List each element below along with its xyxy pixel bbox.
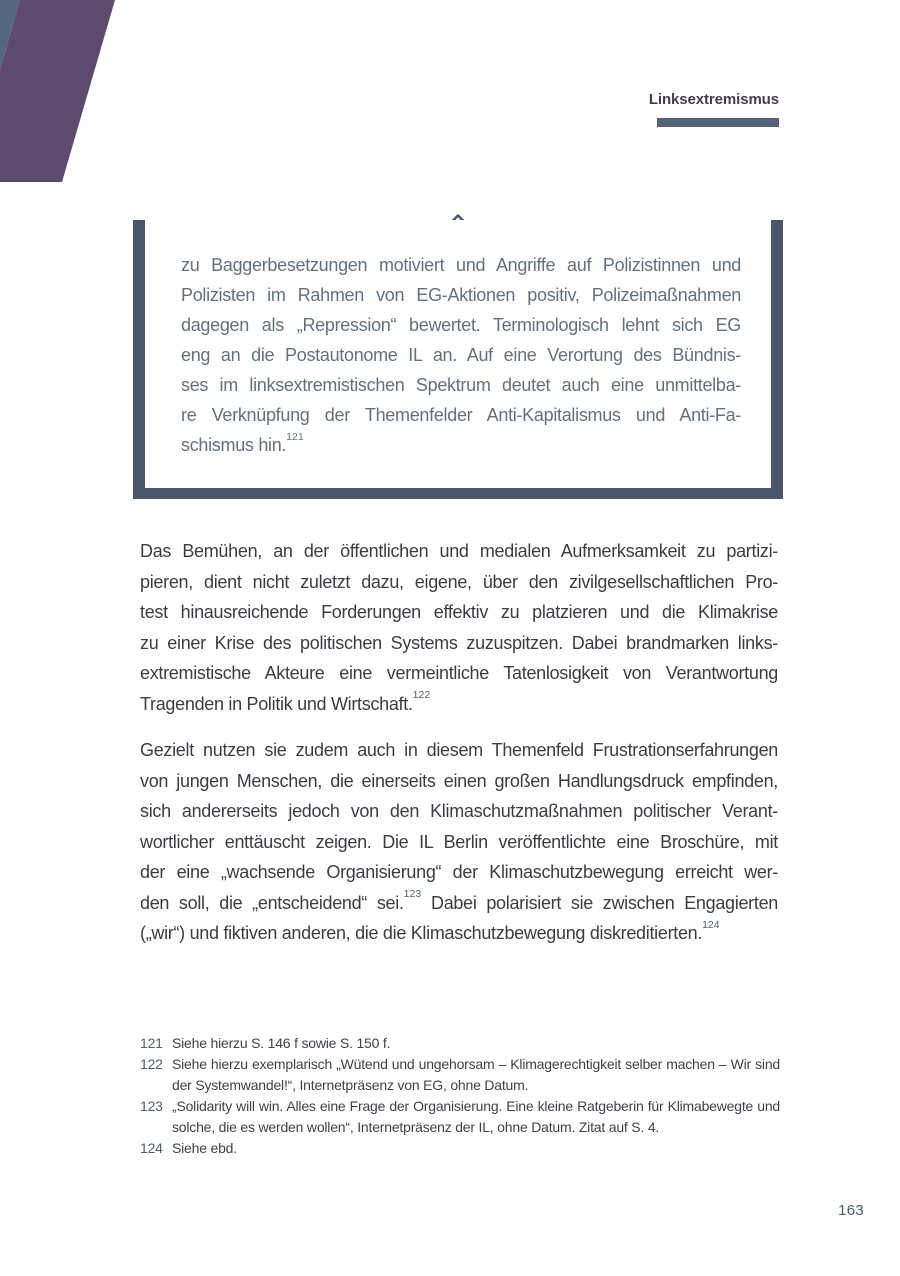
text-line [181,280,741,310]
text-line [140,689,778,720]
text-line [140,536,778,567]
text-segment: zu Baggerbesetzungen motiviert und Angriffe auf Polizistinnen und [181,255,741,275]
footnote-row [140,1033,780,1054]
text-segment: Dabei polarisiert sie zwischen Engagierten [421,892,778,913]
quote-text [181,250,741,460]
text-segment: der eine „wachsende Organisierung“ der Klimaschutzbewegung erreicht wer- [140,862,778,882]
text-line [140,766,778,797]
footnote-number: 122 [140,1056,163,1072]
footnote-text: Siehe hierzu S. 146 f sowie S. 150 f. [172,1035,391,1051]
section-header [649,91,779,127]
text-segment: dagegen als „Repression“ bewertet. Terminologisch lehnt sich EG [181,315,741,335]
text-segment: („wir“) und fiktiven anderen, die die Klimaschutzbewegung diskreditierten. [140,923,703,943]
text-segment: wortlicher enttäuscht zeigen. Die IL Berlin veröffentlichte eine Broschüre, mit [140,831,778,852]
text-segment: test hinausreichende Forderungen effektiv zu platzieren und die Klimakrise [140,602,778,622]
text-segment: zu einer Krise des politischen Systems zuzuspitzen. Dabei brandmarken links- [140,632,778,653]
text-segment: re Verknüpfung der Themenfelder Anti-Kapitalismus und Anti-Fa- [181,405,741,425]
footnote-number: 121 [140,1035,163,1051]
text-line [181,340,741,370]
footnote-reference: 122 [412,689,431,702]
text-segment: schismus hin. [181,435,287,455]
body-paragraph-1 [140,536,778,719]
text-line [140,567,778,598]
text-line [140,796,778,827]
text-segment: Gezielt nutzen sie zudem auch in diesem Themenfeld Frustrationserfahrungen [140,740,778,760]
footnote-number: 123 [140,1098,163,1114]
footnote-text: Siehe hierzu exemplarisch „Wütend und ungehorsam – Klimagerechtigkeit selber machen – Wir sind der Systemwandel!“, Internetpräsenz von EG, ohne Datum. [172,1056,780,1093]
text-line [140,597,778,628]
text-segment: von jungen Menschen, die einerseits einen großen Handlungsdruck empfinden, [140,770,778,791]
text-segment: Das Bemühen, an der öffentlichen und medialen Aufmerksamkeit zu partizi- [140,541,778,561]
footnote-number: 124 [140,1140,163,1156]
footnote-row [140,1096,780,1138]
corner-decoration [0,0,130,190]
page-number: 163 [838,1202,864,1219]
text-line [181,310,741,340]
footnote-text: Siehe ebd. [172,1140,237,1156]
text-segment: eng an die Postautonome IL an. Auf eine Verortung des Bündnis- [181,345,741,365]
section-title-underline [657,118,779,127]
corner-purple-shape [0,0,115,182]
text-line [140,658,778,689]
text-line [140,628,778,659]
footnotes-section [140,1033,780,1159]
footnote-text: „Solidarity will win. Alles eine Frage der Organisierung. Eine kleine Ratgeberin für Klimabewegte und solche, die es werden wollen“, Internetpräsenz der IL, ohne Datum. Zitat auf S. 4. [172,1098,780,1135]
text-line [140,827,778,858]
body-paragraph-2 [140,735,778,949]
text-line [181,370,741,400]
text-segment: den soll, die „entscheidend“ sei. [140,892,404,913]
text-line [181,400,741,430]
text-line [140,857,778,888]
text-segment: ses im linksextremistischen Spektrum deutet auch eine unmittelba- [181,375,741,395]
footnote-reference: 124 [702,918,720,931]
text-segment: Polizisten im Rahmen von EG-Aktionen positiv, Polizeimaßnahmen [181,285,741,305]
text-line [181,250,741,280]
text-line [140,888,778,919]
text-segment: extremistische Akteure eine vermeintliche Tatenlosigkeit von Verantwortung [140,663,778,683]
text-segment: sich andererseits jedoch von den Klimaschutzmaßnahmen politischer Verant- [140,801,778,821]
text-line [140,735,778,766]
text-line [140,918,778,949]
footnote-row [140,1138,780,1159]
text-line [181,430,741,460]
text-segment: pieren, dient nicht zuletzt dazu, eigene, über den zivilgesellschaftlichen Pro- [140,571,778,592]
text-segment: Tragenden in Politik und Wirtschaft. [140,693,413,714]
footnote-row [140,1054,780,1096]
section-title: Linksextremismus [648,91,779,108]
quote-box [133,220,783,499]
footnote-reference: 123 [403,888,422,901]
footnote-reference: 121 [286,430,304,443]
